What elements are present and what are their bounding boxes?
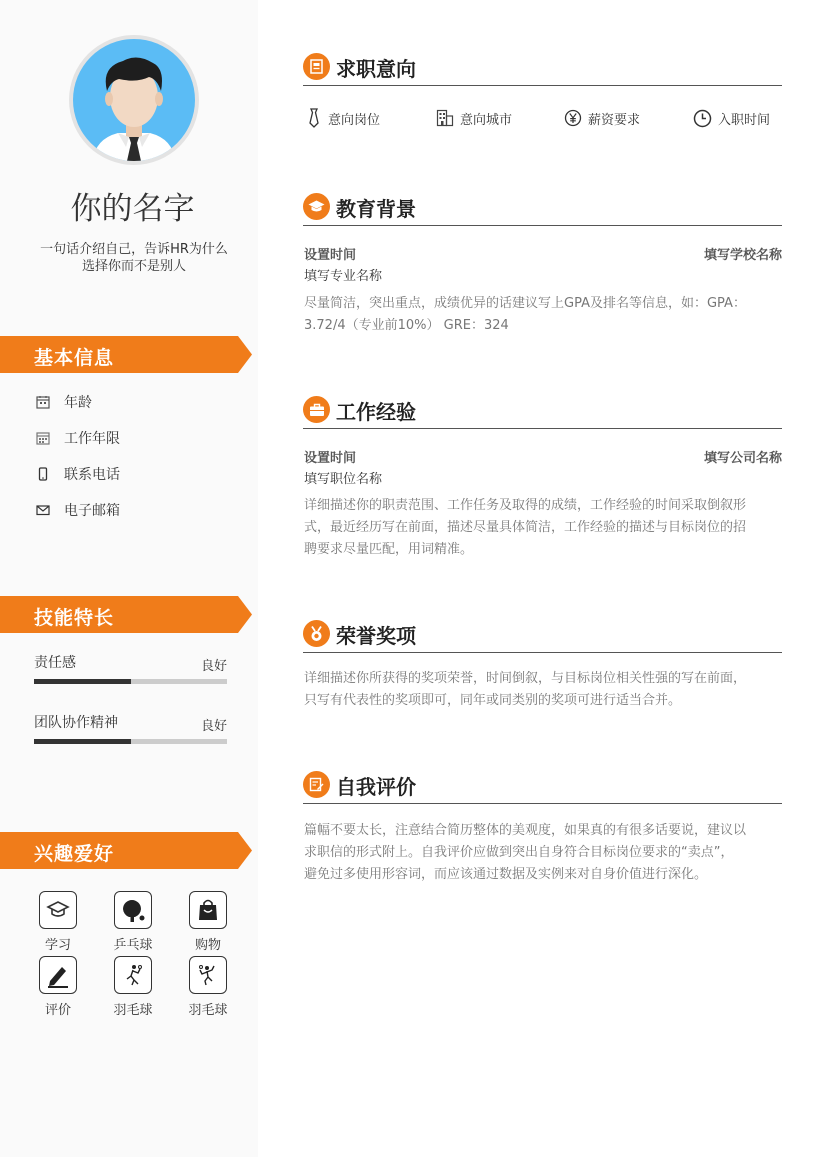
work-desc-line: 式，最近经历写在前面，描述尽量具体简洁，工作经验的描述与目标岗位的招 (304, 520, 747, 535)
skill-bar (34, 679, 227, 684)
skill-bar-fill (34, 739, 131, 744)
honors-desc-line: 只写有代表性的奖项即可，同年或同类别的奖项可进行适当合并。 (304, 693, 682, 708)
section-education-header (303, 193, 782, 226)
section-self-eval-header (303, 771, 782, 804)
section-honors-header (303, 620, 782, 653)
education-description (304, 293, 784, 337)
education-school: 填写学校名称 (703, 248, 782, 263)
graduation-cap-icon (46, 898, 70, 922)
self-eval-desc-line: 求职信的形式附上。自我评价应做到突出自身符合目标岗位要求的“卖点”， (304, 845, 734, 860)
hobby-ping-pong (103, 891, 163, 953)
intent-start-date (693, 107, 770, 129)
intent-position (306, 107, 380, 129)
intent-position-label: 意向岗位 (328, 112, 381, 128)
tie-icon (306, 108, 322, 128)
intent-salary-label: 薪资要求 (588, 112, 641, 128)
edit-note-icon (309, 777, 324, 792)
info-email (36, 500, 120, 520)
basic-info-title: 基本信息 (34, 347, 115, 369)
education-time: 设置时间 (304, 248, 357, 263)
intent-start-date-label: 入职时间 (718, 112, 771, 128)
info-age (36, 392, 92, 412)
hobby-label: 乒乓球 (113, 938, 153, 953)
profile-name: 你的名字 (70, 191, 195, 227)
hobbies-banner (0, 832, 252, 869)
work-position: 填写职位名称 (304, 472, 383, 487)
briefcase-icon (309, 403, 325, 417)
skill-teamwork (34, 712, 227, 744)
profile-intro: 一句话介绍自己，告诉HR为什么选择你而不是别人 (40, 242, 228, 274)
intent-salary (564, 107, 640, 129)
hobby-badminton (103, 956, 163, 1018)
skill-responsibility (34, 652, 227, 684)
skill-level: 良好 (200, 719, 227, 734)
section-work-title: 工作经验 (336, 400, 416, 424)
info-phone-label: 联系电话 (64, 467, 120, 483)
hobby-shopping (178, 891, 238, 953)
work-desc-line: 聘要求尽量匹配，用词精准。 (304, 542, 474, 557)
self-eval-desc-line: 避免过多使用形容词，而应该通过数据及实例来对自身价值进行深化。 (304, 867, 708, 882)
avatar (69, 35, 199, 165)
hobby-label: 购物 (194, 938, 221, 953)
hobby-label: 羽毛球 (113, 1003, 153, 1018)
badminton-icon (196, 963, 220, 987)
info-phone (36, 464, 120, 484)
badminton-icon (121, 963, 145, 987)
avatar-illustration (73, 39, 195, 161)
education-desc-line: 尽量简洁，突出重点，成绩优异的话建议写上GPA及排名等信息，如：GPA： (304, 296, 746, 311)
skill-bar-fill (34, 679, 131, 684)
document-icon (309, 59, 324, 74)
work-desc-line: 详细描述你的职责范围、工作任务及取得的成绩，工作经验的时间采取倒叙形 (304, 498, 747, 513)
calendar-icon (36, 431, 50, 445)
calendar-icon (36, 395, 50, 409)
hobbies-title: 兴趣爱好 (34, 843, 115, 865)
info-email-label: 电子邮箱 (64, 503, 120, 519)
yen-icon (564, 109, 582, 127)
skill-level: 良好 (200, 659, 227, 674)
work-row (304, 447, 782, 466)
hobby-badminton-2 (178, 956, 238, 1018)
section-work-header (303, 396, 782, 429)
education-desc-line: 3.72/4（专业前10%） GRE：324 (304, 318, 509, 333)
info-work-years-label: 工作年限 (64, 431, 120, 447)
graduation-cap-icon (308, 199, 325, 214)
skill-name: 团队协作精神 (34, 715, 118, 731)
pen-icon (45, 962, 71, 988)
section-intent-title: 求职意向 (336, 57, 416, 81)
work-description (304, 495, 784, 561)
building-icon (436, 109, 454, 127)
hobby-study (28, 891, 88, 953)
info-age-label: 年龄 (64, 395, 92, 411)
sidebar (0, 0, 258, 1157)
intent-city (436, 107, 512, 129)
hobby-review (28, 956, 88, 1018)
section-education-title: 教育背景 (336, 197, 416, 221)
skills-title: 技能特长 (34, 607, 115, 629)
work-time: 设置时间 (304, 451, 357, 466)
ping-pong-icon (120, 897, 146, 923)
education-major: 填写专业名称 (304, 269, 383, 284)
intent-city-label: 意向城市 (460, 112, 513, 128)
self-eval-desc-line: 篇幅不要太长，注意结合简历整体的美观度，如果真的有很多话要说，建议以 (304, 823, 747, 838)
honors-description (304, 668, 784, 712)
info-work-years (36, 428, 120, 448)
section-intent-header (303, 53, 782, 86)
medal-icon (309, 626, 324, 642)
shopping-bag-icon (197, 898, 219, 922)
main-content (258, 0, 816, 1157)
education-row (304, 244, 782, 263)
hobby-label: 学习 (44, 938, 71, 953)
skill-bar (34, 739, 227, 744)
skills-banner (0, 596, 252, 633)
basic-info-banner (0, 336, 252, 373)
self-eval-description (304, 820, 784, 886)
skill-name: 责任感 (34, 655, 76, 671)
honors-desc-line: 详细描述你所获得的奖项荣誉，时间倒叙，与目标岗位相关性强的写在前面， (304, 671, 747, 686)
phone-icon (36, 467, 50, 481)
hobby-label: 羽毛球 (188, 1003, 228, 1018)
work-company: 填写公司名称 (703, 451, 782, 466)
section-self-eval-title: 自我评价 (336, 775, 416, 799)
section-honors-title: 荣誉奖项 (336, 624, 416, 648)
hobby-label: 评价 (44, 1003, 71, 1018)
mail-icon (36, 503, 50, 517)
clock-icon (693, 109, 712, 128)
